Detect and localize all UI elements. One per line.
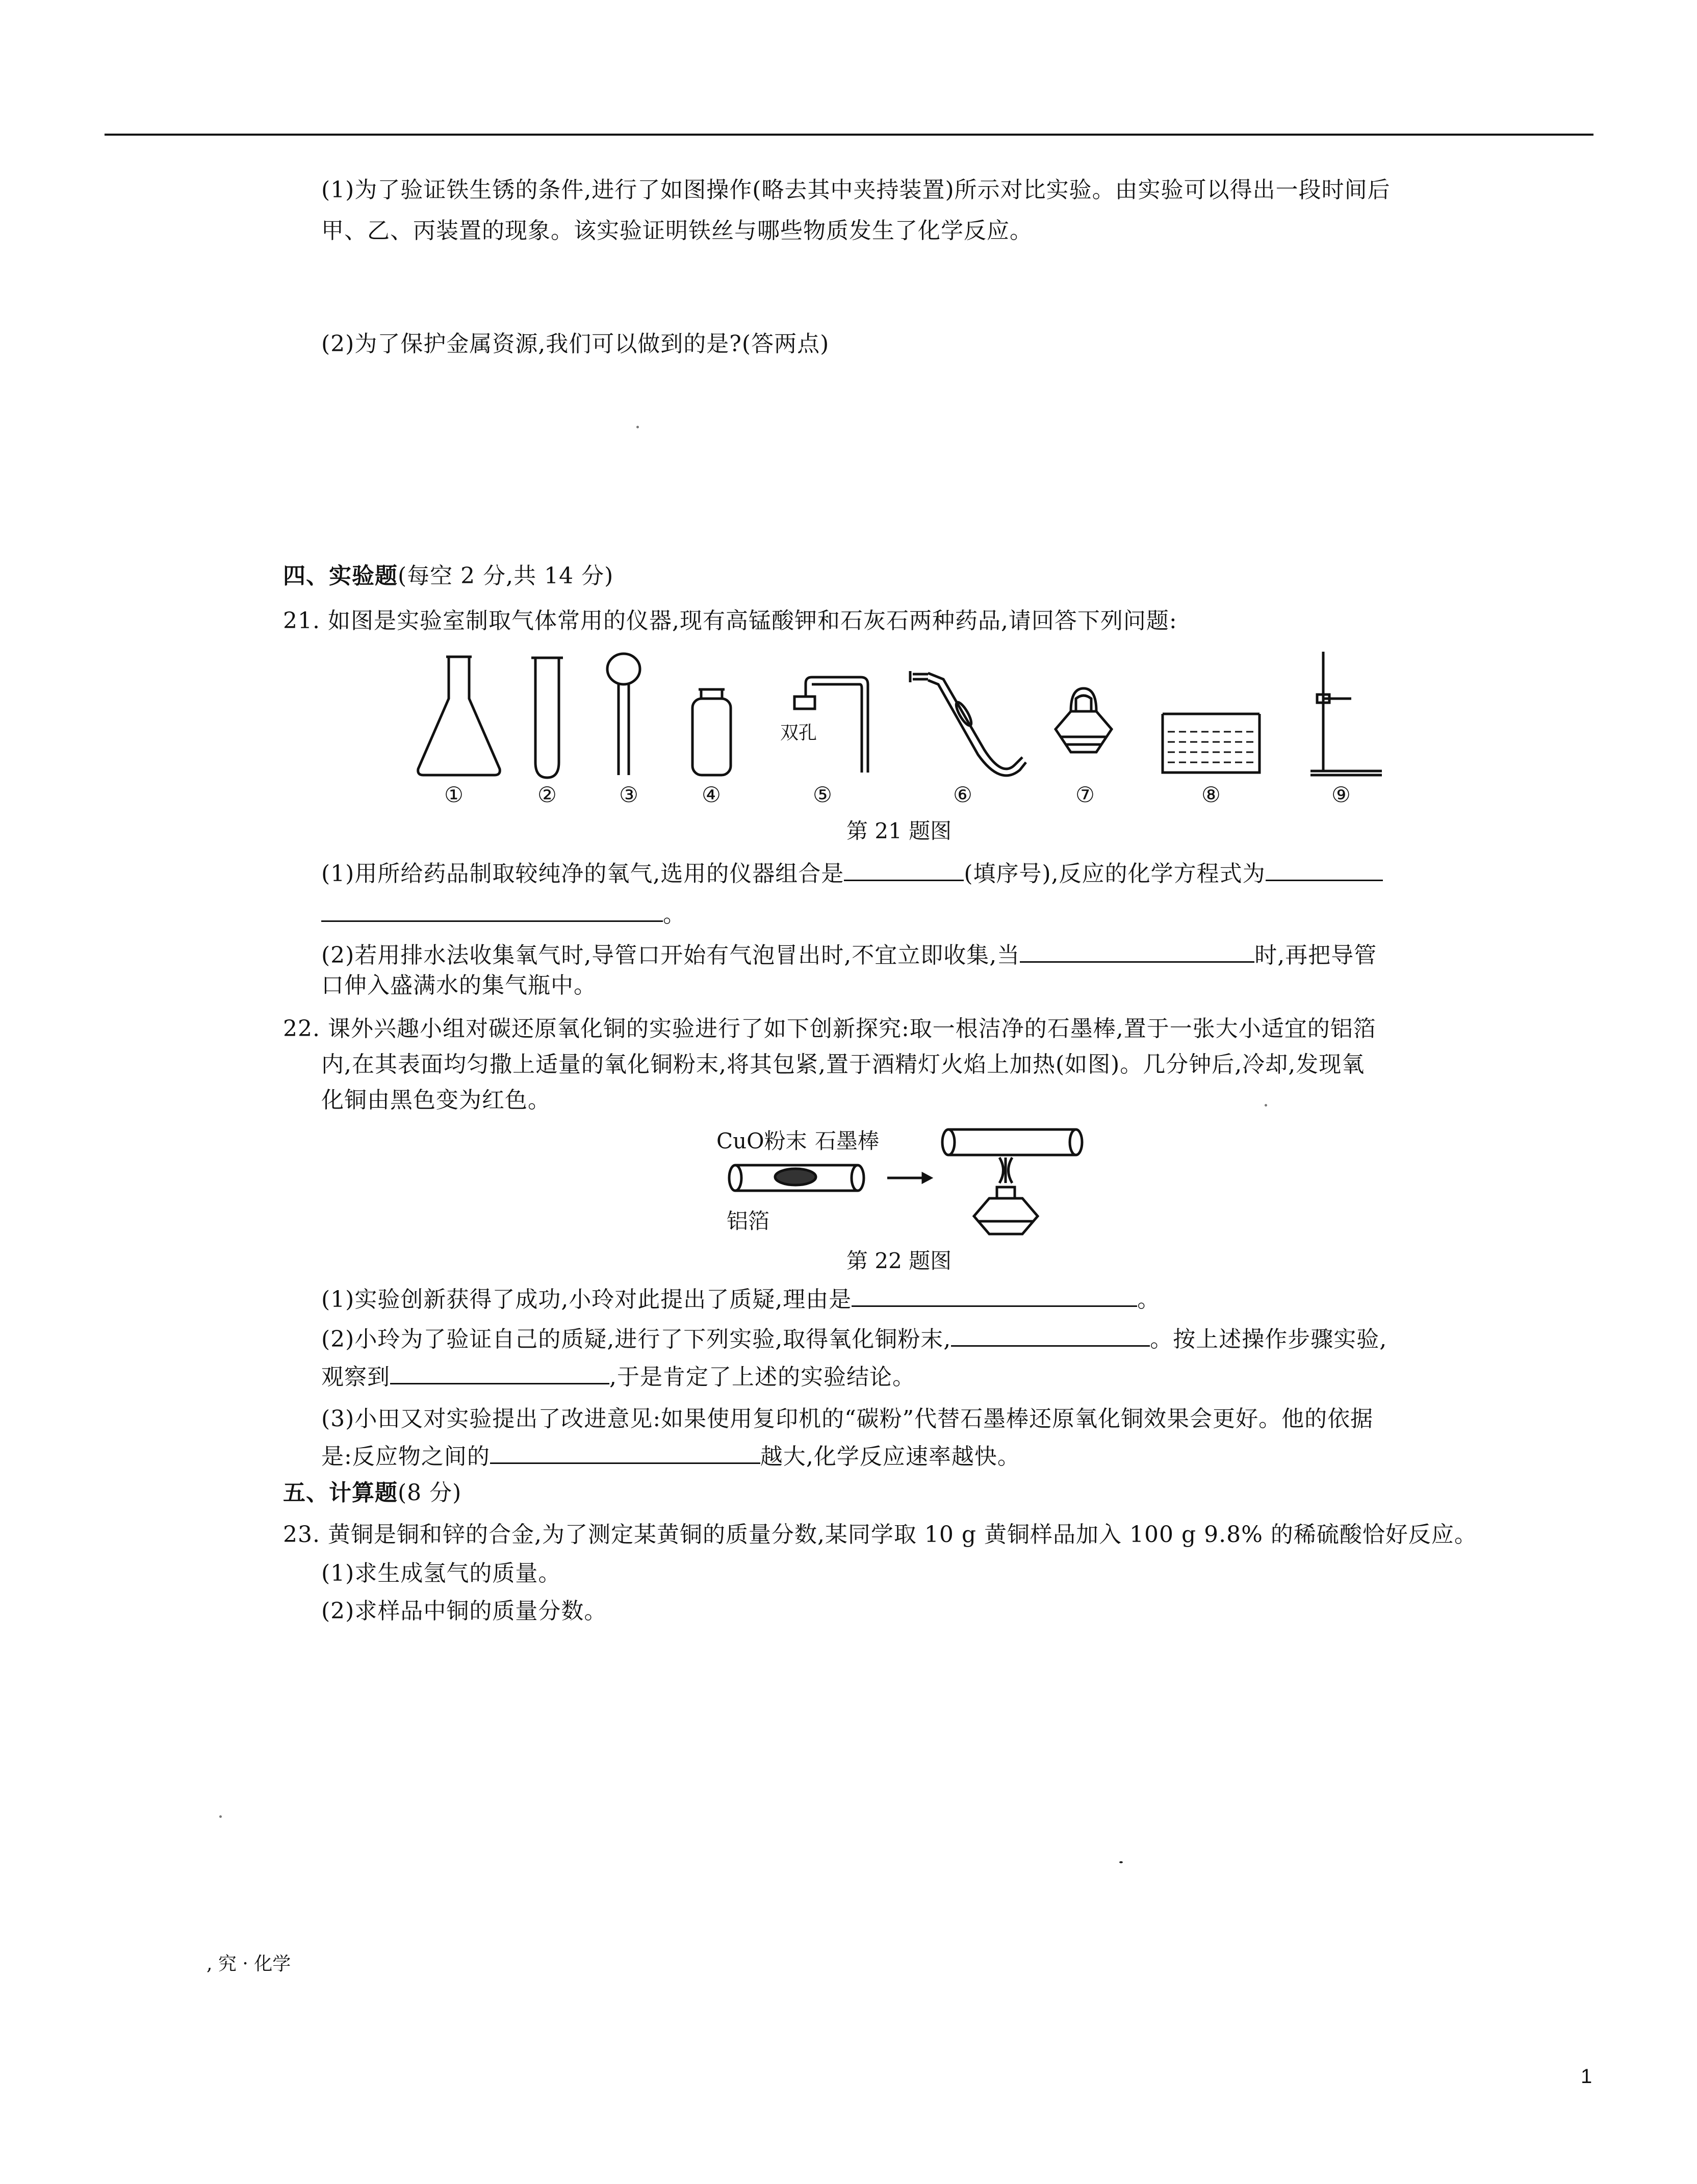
aluminium-foil-label: 铝箔 bbox=[727, 1209, 770, 1234]
q22-answer-blank-method[interactable] bbox=[951, 1325, 1150, 1347]
q21-answer-blank-combination[interactable] bbox=[844, 859, 964, 881]
cuo-powder-label: CuO粉末 bbox=[716, 1128, 807, 1153]
q21-sub2-line2: 口伸入盛满水的集气瓶中。 bbox=[321, 972, 597, 998]
q22-answer-blank-factor[interactable] bbox=[490, 1442, 760, 1464]
q21-answer-blank-when[interactable] bbox=[1020, 941, 1254, 963]
scan-speck bbox=[1119, 1861, 1123, 1863]
apparatus-label-9: ⑨ bbox=[1331, 782, 1351, 807]
section5-note: (8 分) bbox=[398, 1480, 462, 1506]
apparatus-label-2: ② bbox=[537, 782, 557, 807]
section4-heading bbox=[283, 562, 613, 590]
conical-flask-icon bbox=[418, 657, 500, 775]
apparatus-label-1: ① bbox=[444, 782, 464, 807]
q21-answer-blank-equation-a[interactable] bbox=[1266, 859, 1383, 881]
q22-sub2-line1: (2)小玲为了验证自己的质疑,进行了下列实验,取得氧化铜粉末, 。按上述操作步骤实验, bbox=[321, 1325, 1387, 1354]
apparatus-label-3: ③ bbox=[619, 782, 638, 807]
water-trough-icon bbox=[1163, 714, 1259, 773]
section5-title: 五、计算题 bbox=[283, 1480, 398, 1506]
q21-sub2-line1: (2)若用排水法收集氧气时,导管口开始有气泡冒出时,不宜立即收集,当 时,再把导管 bbox=[321, 941, 1377, 970]
stopper-label: 双孔 bbox=[780, 723, 817, 743]
page-number: 1 bbox=[1581, 2065, 1592, 2088]
scan-speck bbox=[1265, 1104, 1267, 1107]
iron-stand-icon bbox=[1310, 652, 1382, 775]
scan-speck bbox=[636, 426, 639, 428]
apparatus-label-5: ⑤ bbox=[813, 782, 832, 807]
q20-part1-line2: 甲、乙、丙装置的现象。该实验证明铁丝与哪些物质发生了化学反应。 bbox=[321, 218, 1033, 244]
gas-bottle-icon bbox=[692, 689, 731, 775]
arrow-icon bbox=[887, 1174, 931, 1182]
apparatus-label-4: ④ bbox=[702, 782, 721, 807]
q21-sub1-line2: 。 bbox=[321, 900, 686, 929]
graphite-rod-label: 石墨棒 bbox=[815, 1128, 880, 1153]
q22-answer-blank-observation[interactable] bbox=[390, 1363, 609, 1384]
q23-sub1: (1)求生成氢气的质量。 bbox=[321, 1560, 561, 1586]
apparatus-label-8: ⑧ bbox=[1201, 782, 1221, 807]
section4-title: 四、实验题 bbox=[283, 563, 398, 589]
q22-sub3-line2: 是:反应物之间的 越大,化学反应速率越快。 bbox=[321, 1442, 1020, 1471]
q22-sub1: (1)实验创新获得了成功,小玲对此提出了质疑,理由是 。 bbox=[321, 1285, 1160, 1314]
section4-note: (每空 2 分,共 14 分) bbox=[398, 563, 614, 589]
q21-sub1-line1: (1)用所给药品制取较纯净的氧气,选用的仪器组合是 (填序号),反应的化学方程式为 bbox=[321, 859, 1383, 888]
foil-wrapped-rod-icon bbox=[729, 1165, 864, 1191]
q22-sub3-line1: (3)小田又对实验提出了改进意见:如果使用复印机的“碳粉”代替石墨棒还原氧化铜效果会更好。他的依据 bbox=[321, 1406, 1374, 1432]
q20-part2: (2)为了保护金属资源,我们可以做到的是?(答两点) bbox=[321, 331, 830, 357]
q20-part1-line1: (1)为了验证铁生锈的条件,进行了如图操作(略去其中夹持装置)所示对比实验。由实验可以得出一段时间后 bbox=[321, 177, 1391, 203]
q21-stem: 21. 如图是实验室制取气体常用的仪器,现有高锰酸钾和石灰石两种药品,请回答下列问题: bbox=[283, 608, 1177, 634]
q22-figure-caption: 第 22 题图 bbox=[846, 1248, 952, 1273]
test-tube-icon bbox=[531, 658, 563, 778]
q23-sub2: (2)求样品中铜的质量分数。 bbox=[321, 1598, 607, 1624]
alcohol-lamp-icon bbox=[1056, 688, 1112, 752]
q22-sub2-line2: 观察到 ,于是肯定了上述的实验结论。 bbox=[321, 1363, 915, 1392]
q21-apparatus-figure bbox=[398, 648, 1418, 790]
apparatus-label-6: ⑥ bbox=[953, 782, 972, 807]
q21-figure-caption: 第 21 题图 bbox=[846, 818, 952, 843]
q22-answer-blank-reason[interactable] bbox=[852, 1285, 1137, 1307]
heated-tube-icon bbox=[942, 1129, 1082, 1155]
scan-speck bbox=[219, 1815, 222, 1818]
q21-answer-blank-equation-b[interactable] bbox=[321, 900, 663, 922]
section5-heading bbox=[283, 1479, 461, 1507]
alcohol-lamp-icon bbox=[974, 1158, 1038, 1234]
footer-subject: , 究 · 化学 bbox=[207, 1954, 291, 1974]
q22-stem-line1: 22. 课外兴趣小组对碳还原氧化铜的实验进行了如下创新探究:取一根洁净的石墨棒,置于一张大小适宜的铝箔 bbox=[283, 1016, 1376, 1042]
apparatus-label-7: ⑦ bbox=[1075, 782, 1095, 807]
delivery-tube-icon bbox=[910, 671, 1026, 776]
q22-stem-line3: 化铜由黑色变为红色。 bbox=[321, 1087, 551, 1113]
long-neck-funnel-icon bbox=[607, 654, 640, 775]
q23-stem: 23. 黄铜是铜和锌的合金,为了测定某黄铜的质量分数,某同学取 10 g 黄铜样品加入 100 g 9.8% 的稀硫酸恰好反应。 bbox=[283, 1522, 1477, 1548]
header-rule bbox=[105, 134, 1593, 136]
q22-stem-line2: 内,在其表面均匀撒上适量的氧化铜粉末,将其包紧,置于酒精灯火焰上加热(如图)。几分钟后,冷却,发现氧 bbox=[321, 1051, 1365, 1077]
